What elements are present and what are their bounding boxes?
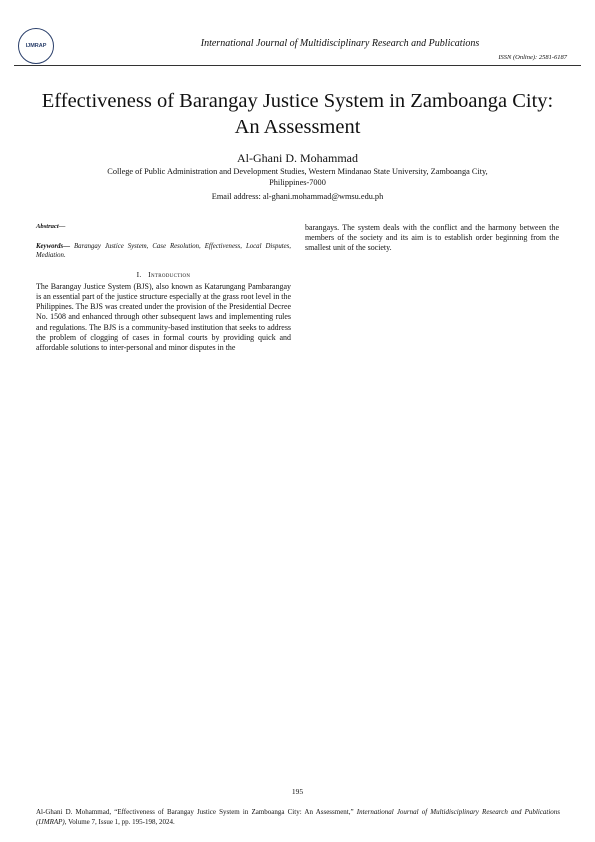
issn: ISSN (Online): 2581-6187 bbox=[498, 54, 567, 61]
citation-details: Volume 7, Issue 1, pp. 195-198, 2024. bbox=[68, 817, 175, 826]
journal-logo bbox=[18, 28, 54, 64]
abstract-label: Abstract— bbox=[36, 223, 66, 230]
author-affiliation: College of Public Administration and Development Studies, Western Mindanao State University, Zamboanga City, Philippines-7000 bbox=[107, 167, 488, 187]
paper-title: Effectiveness of Barangay Justice System in Zamboanga City: An Assessment bbox=[41, 90, 554, 138]
section-number: I. bbox=[136, 269, 142, 279]
left-column bbox=[36, 223, 291, 353]
citation-journal: International Journal of Multidisciplinary Research and Publications (IJMRAP), bbox=[36, 808, 560, 826]
citation-footer bbox=[36, 808, 560, 827]
keywords bbox=[36, 242, 291, 260]
citation-text: Al-Ghani D. Mohammad, “Effectiveness of Barangay Justice System in Zamboanga City: An Assessment,” bbox=[36, 808, 354, 816]
section-title: Introduction bbox=[148, 269, 191, 279]
page-number: 195 bbox=[291, 787, 304, 796]
section-heading bbox=[36, 270, 291, 279]
author-email: Email address: al-ghani.mohammad@wmsu.edu.ph bbox=[211, 192, 384, 201]
journal-name: International Journal of Multidisciplinary Research and Publications bbox=[200, 38, 480, 49]
keywords-label: Keywords— bbox=[36, 242, 70, 250]
abstract bbox=[36, 223, 291, 232]
author-name: Al-Ghani D. Mohammad bbox=[237, 151, 358, 165]
body-paragraph: barangays. The system deals with the conflict and the harmony between the members of the society and its aim is to establish order beginning from the smallest unit of the society. bbox=[305, 223, 559, 253]
body-paragraph: The Barangay Justice System (BJS), also known as Katarungang Pambarangay is an essential part of the justice structure especially at the grass root level in the Philippines. The BJS was created under the provision of the Presidential Decree No. 1508 and enhanced through other subsequent laws and implementing rules and regulations. The BJS is a community-based institution that seeks to address the problem of clogging of cases in formal courts by providing quick and affordable solutions to inter-personal and minor disputes in the bbox=[36, 281, 291, 352]
right-column bbox=[305, 223, 559, 254]
keywords-text: Barangay Justice System, Case Resolution, Effectiveness, Local Disputes, Mediation. bbox=[36, 242, 291, 259]
header-divider bbox=[14, 65, 581, 66]
journal-logo-text: IJMRAP bbox=[25, 43, 47, 49]
